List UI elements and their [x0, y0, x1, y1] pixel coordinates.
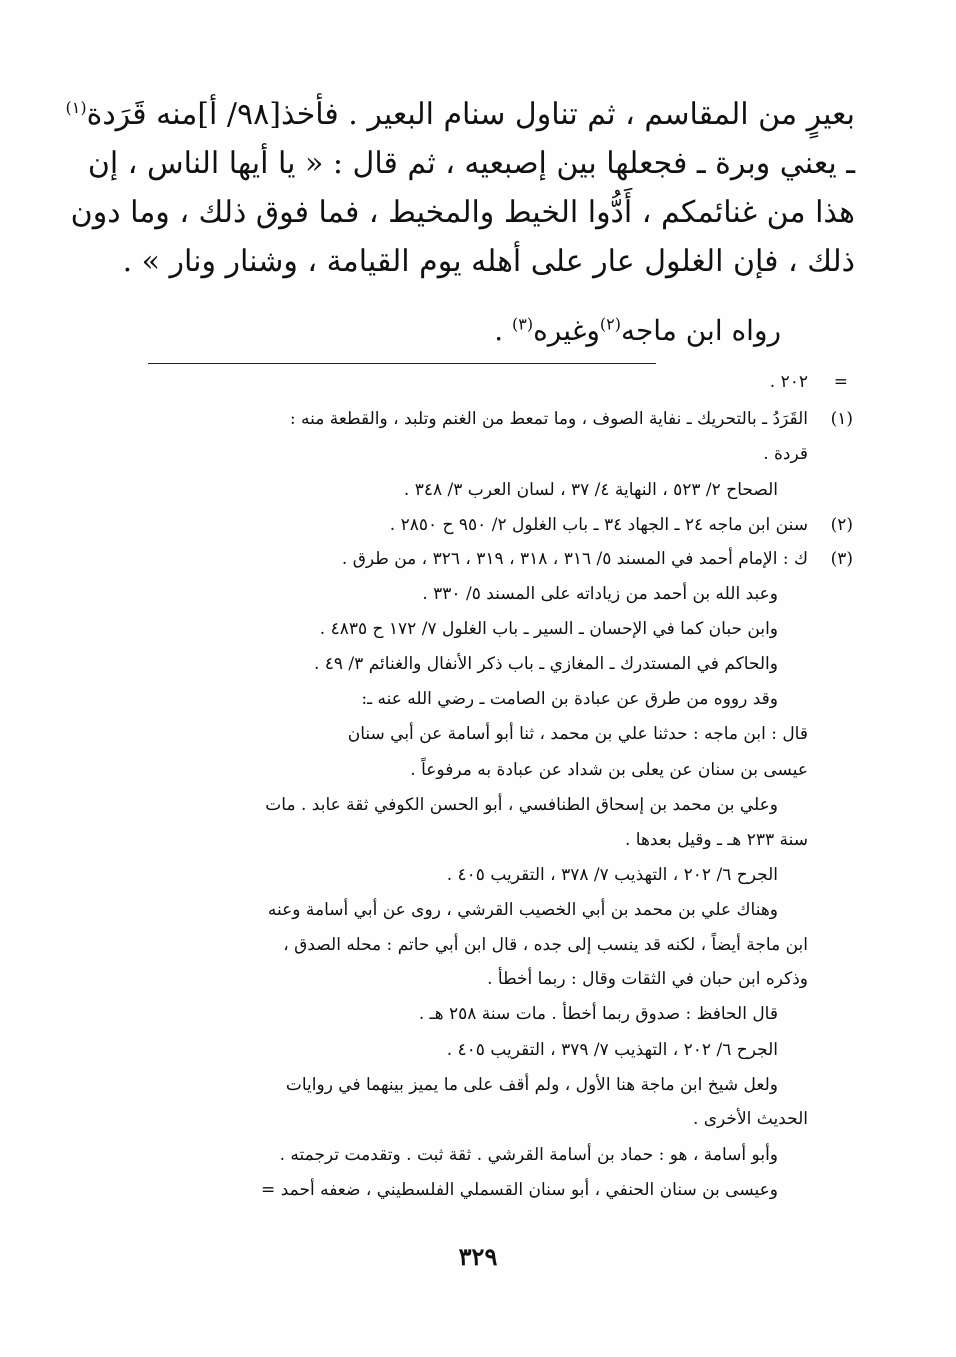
footnote-line: وقد رووه من طرق عن عبادة بن الصامت ـ رضي الله عنه ـ: — [361, 689, 778, 709]
footnote-line: سنن ابن ماجه ٢٤ ـ الجهاد ٣٤ ـ باب الغلول ٢/ ٩٥٠ ح ٢٨٥٠ . — [389, 515, 808, 535]
footnote-line: وابن حبان كما في الإحسان ـ السير ـ باب الغلول ٧/ ١٧٢ ح ٤٨٣٥ . — [319, 619, 778, 639]
footnote-number: (٣) — [830, 549, 853, 569]
footnote-line: وعبد الله بن أحمد من زياداته على المسند ٥/ ٣٣٠ . — [422, 584, 778, 604]
footnote-number: (١) — [830, 409, 853, 429]
footnote-line: الجرح ٦/ ٢٠٢ ، التهذيب ٧/ ٣٧٩ ، التقريب ٤٠٥ . — [446, 1040, 778, 1060]
footnote-line: عيسى بن سنان عن يعلى بن شداد عن عبادة به مرفوعاً . — [410, 760, 808, 780]
footnote-line: الحديث الأخرى . — [692, 1109, 808, 1129]
footnote-line: والحاكم في المستدرك ـ المغازي ـ باب ذكر الأنفال والغنائم ٣/ ٤٩ . — [313, 654, 778, 674]
footnote-marker[interactable]: (١) — [65, 98, 87, 117]
main-text-line: هذا من غنائمكم ، أَدُّوا الخيط والمخيط ، فما فوق ذلك ، وما دون — [70, 195, 855, 230]
footnote-line: ك : الإمام أحمد في المسند ٥/ ٣١٦ ، ٣١٨ ، ٣١٩ ، ٣٢٦ ، من طرق . — [341, 549, 808, 569]
footnote-line: قال : ابن ماجه : حدثنا علي بن محمد ، ثنا أبو أسامة عن أبي سنان — [347, 724, 808, 744]
footnote-line: وهناك علي بن محمد بن أبي الخصيب القرشي ، روى عن أبي أسامة وعنه — [267, 900, 778, 920]
footnote-line: وعيسى بن سنان الحنفي ، أبو سنان القسملي الفلسطيني ، ضعفه أحمد = — [261, 1180, 778, 1200]
footnote-line: سنة ٢٣٣ هـ ـ وقيل بعدها . — [624, 830, 808, 850]
continuation-mark: = — [833, 372, 848, 392]
footnote-separator — [148, 363, 656, 364]
riwaya-text: وغيره — [533, 314, 600, 347]
footnote-line: ولعل شيخ ابن ماجة هنا الأول ، ولم أقف على ما يميز بينهما في روايات — [285, 1075, 778, 1095]
riwaya-line — [494, 312, 781, 350]
footnote-marker[interactable]: (٢) — [599, 314, 621, 334]
footnote-line: القَرَدُ ـ بالتحريك ـ نفاية الصوف ، وما تمعط من الغنم وتلبد ، والقطعة منه : — [289, 409, 808, 429]
main-text — [65, 95, 855, 279]
main-text-line: ذلك ، فإن الغلول عار على أهله يوم القيامة ، وشنار ونار » . — [122, 244, 855, 279]
page-number: ٣٢٩ — [458, 1242, 498, 1271]
footnote-line: الصحاح ٢/ ٥٢٣ ، النهاية ٤/ ٣٧ ، لسان العرب ٣/ ٣٤٨ . — [403, 480, 778, 500]
footnote-line: قال الحافظ : صدوق ربما أخطأ . مات سنة ٢٥٨ هـ . — [418, 1004, 778, 1024]
footnote-line: وعلي بن محمد بن إسحاق الطنافسي ، أبو الحسن الكوفي ثقة عابد . مات — [265, 795, 778, 815]
footnote-line: قردة . — [763, 444, 808, 464]
riwaya-text: رواه ابن ماجه — [620, 314, 781, 347]
main-text-line-1: بعيرٍ من المقاسم ، ثم تناول سنام البعير . فأخذ[٩٨/ أ]منه قَرَدة — [86, 97, 855, 132]
footnote-number: (٢) — [830, 515, 853, 535]
footnote-line: الجرح ٦/ ٢٠٢ ، التهذيب ٧/ ٣٧٨ ، التقريب ٤٠٥ . — [446, 865, 778, 885]
main-text-line — [65, 95, 855, 135]
footnote-marker[interactable]: (٣) — [512, 314, 534, 334]
main-text-line: ـ يعني وبرة ـ فجعلها بين إصبعيه ، ثم قال : « يا أيها الناس ، إن — [87, 146, 855, 181]
riwaya-end: . — [494, 314, 513, 347]
continuation-text: ٢٠٢ . — [769, 372, 808, 392]
footnote-line: وأبو أسامة ، هو : حماد بن أسامة القرشي . ثقة ثبت . وتقدمت ترجمته . — [279, 1145, 778, 1165]
footnote-line: وذكره ابن حبان في الثقات وقال : ربما أخطأ . — [487, 969, 808, 989]
footnote-line: ابن ماجة أيضاً ، لكنه قد ينسب إلى جده ، قال ابن أبي حاتم : محله الصدق ، — [283, 935, 808, 955]
